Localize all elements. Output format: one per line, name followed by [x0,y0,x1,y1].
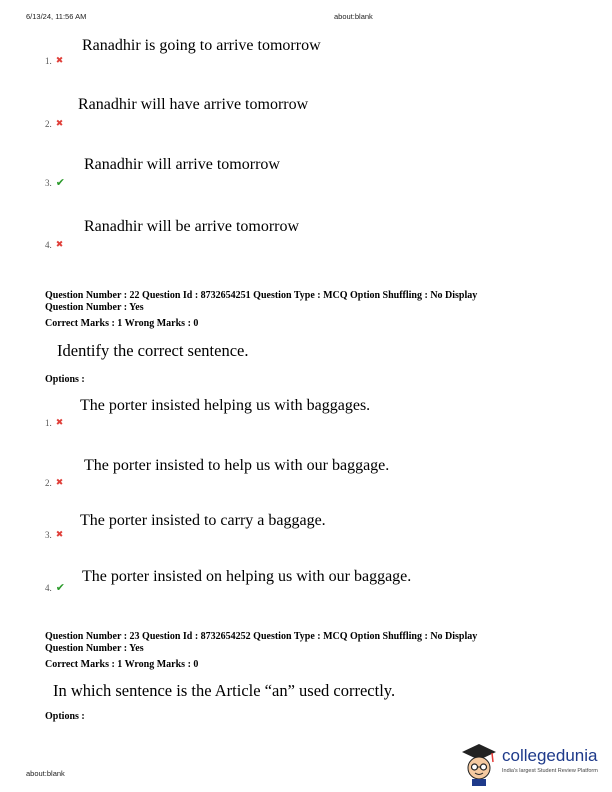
q22-options-label: Options : [45,374,85,385]
q23-options-label: Options : [45,711,85,722]
q22-option-1-text: The porter insisted helping us with baggages. [80,397,371,414]
cross-mark-icon: ✖ [55,418,64,428]
cross-mark-icon: ✖ [55,240,64,250]
q22-marks: Correct Marks : 1 Wrong Marks : 0 [45,318,199,329]
option-number: 2. [45,478,52,488]
prev-option-3-number [45,176,65,189]
q22-question-text: Identify the correct sentence. [57,341,249,360]
print-datetime: 6/13/24, 11:56 AM [26,12,87,21]
q23-meta-line2: Question Number : Yes [45,643,144,654]
prev-option-2-text: Ranadhir will have arrive tomorrow [78,96,309,113]
logo-tagline: India's largest Student Review Platform [502,768,598,774]
print-footer-url: about:blank [26,769,65,778]
q22-option-4-number [45,581,65,594]
option-number: 3. [45,177,52,188]
q22-meta-line2: Question Number : Yes [45,302,144,313]
option-number: 1. [45,56,52,66]
q22-meta-line1: Question Number : 22 Question Id : 8732654251 Question Type : MCQ Option Shuffling : No Display [45,290,478,301]
option-number: 1. [45,418,52,428]
option-number: 2. [45,119,52,129]
q22-option-2-text: The porter insisted to help us with our baggage. [84,457,390,474]
option-number: 4. [45,582,52,593]
prev-option-4-number [45,240,63,250]
logo-wordmark: collegedunia [502,746,598,765]
q22-option-2-number [45,478,63,488]
prev-option-2-number [45,119,63,129]
q22-option-3-number [45,530,63,540]
q23-question-text: In which sentence is the Article “an” used correctly. [53,681,396,700]
q22-option-3-text: The porter insisted to carry a baggage. [80,512,326,529]
print-url: about:blank [334,12,373,21]
check-mark-icon: ✔ [55,581,65,594]
cross-mark-icon: ✖ [55,530,64,540]
q23-meta [45,631,477,671]
option-number: 4. [45,240,52,250]
graduate-mascot-icon [458,740,500,786]
prev-option-3-text: Ranadhir will arrive tomorrow [84,156,280,173]
check-mark-icon: ✔ [55,176,65,189]
cross-mark-icon: ✖ [55,478,64,488]
option-number: 3. [45,530,52,540]
cross-mark-icon: ✖ [55,56,64,66]
prev-option-1-number [45,56,63,66]
q22-option-4-text: The porter insisted on helping us with our baggage. [82,568,412,585]
prev-option-4-text: Ranadhir will be arrive tomorrow [84,218,300,235]
q22-meta [45,290,477,330]
collegedunia-logo [458,740,608,786]
q23-meta-line1: Question Number : 23 Question Id : 8732654252 Question Type : MCQ Option Shuffling : No Display [45,631,478,642]
q22-option-1-number [45,418,63,428]
q23-marks: Correct Marks : 1 Wrong Marks : 0 [45,659,199,670]
prev-option-1-text: Ranadhir is going to arrive tomorrow [82,37,321,54]
cross-mark-icon: ✖ [55,119,64,129]
